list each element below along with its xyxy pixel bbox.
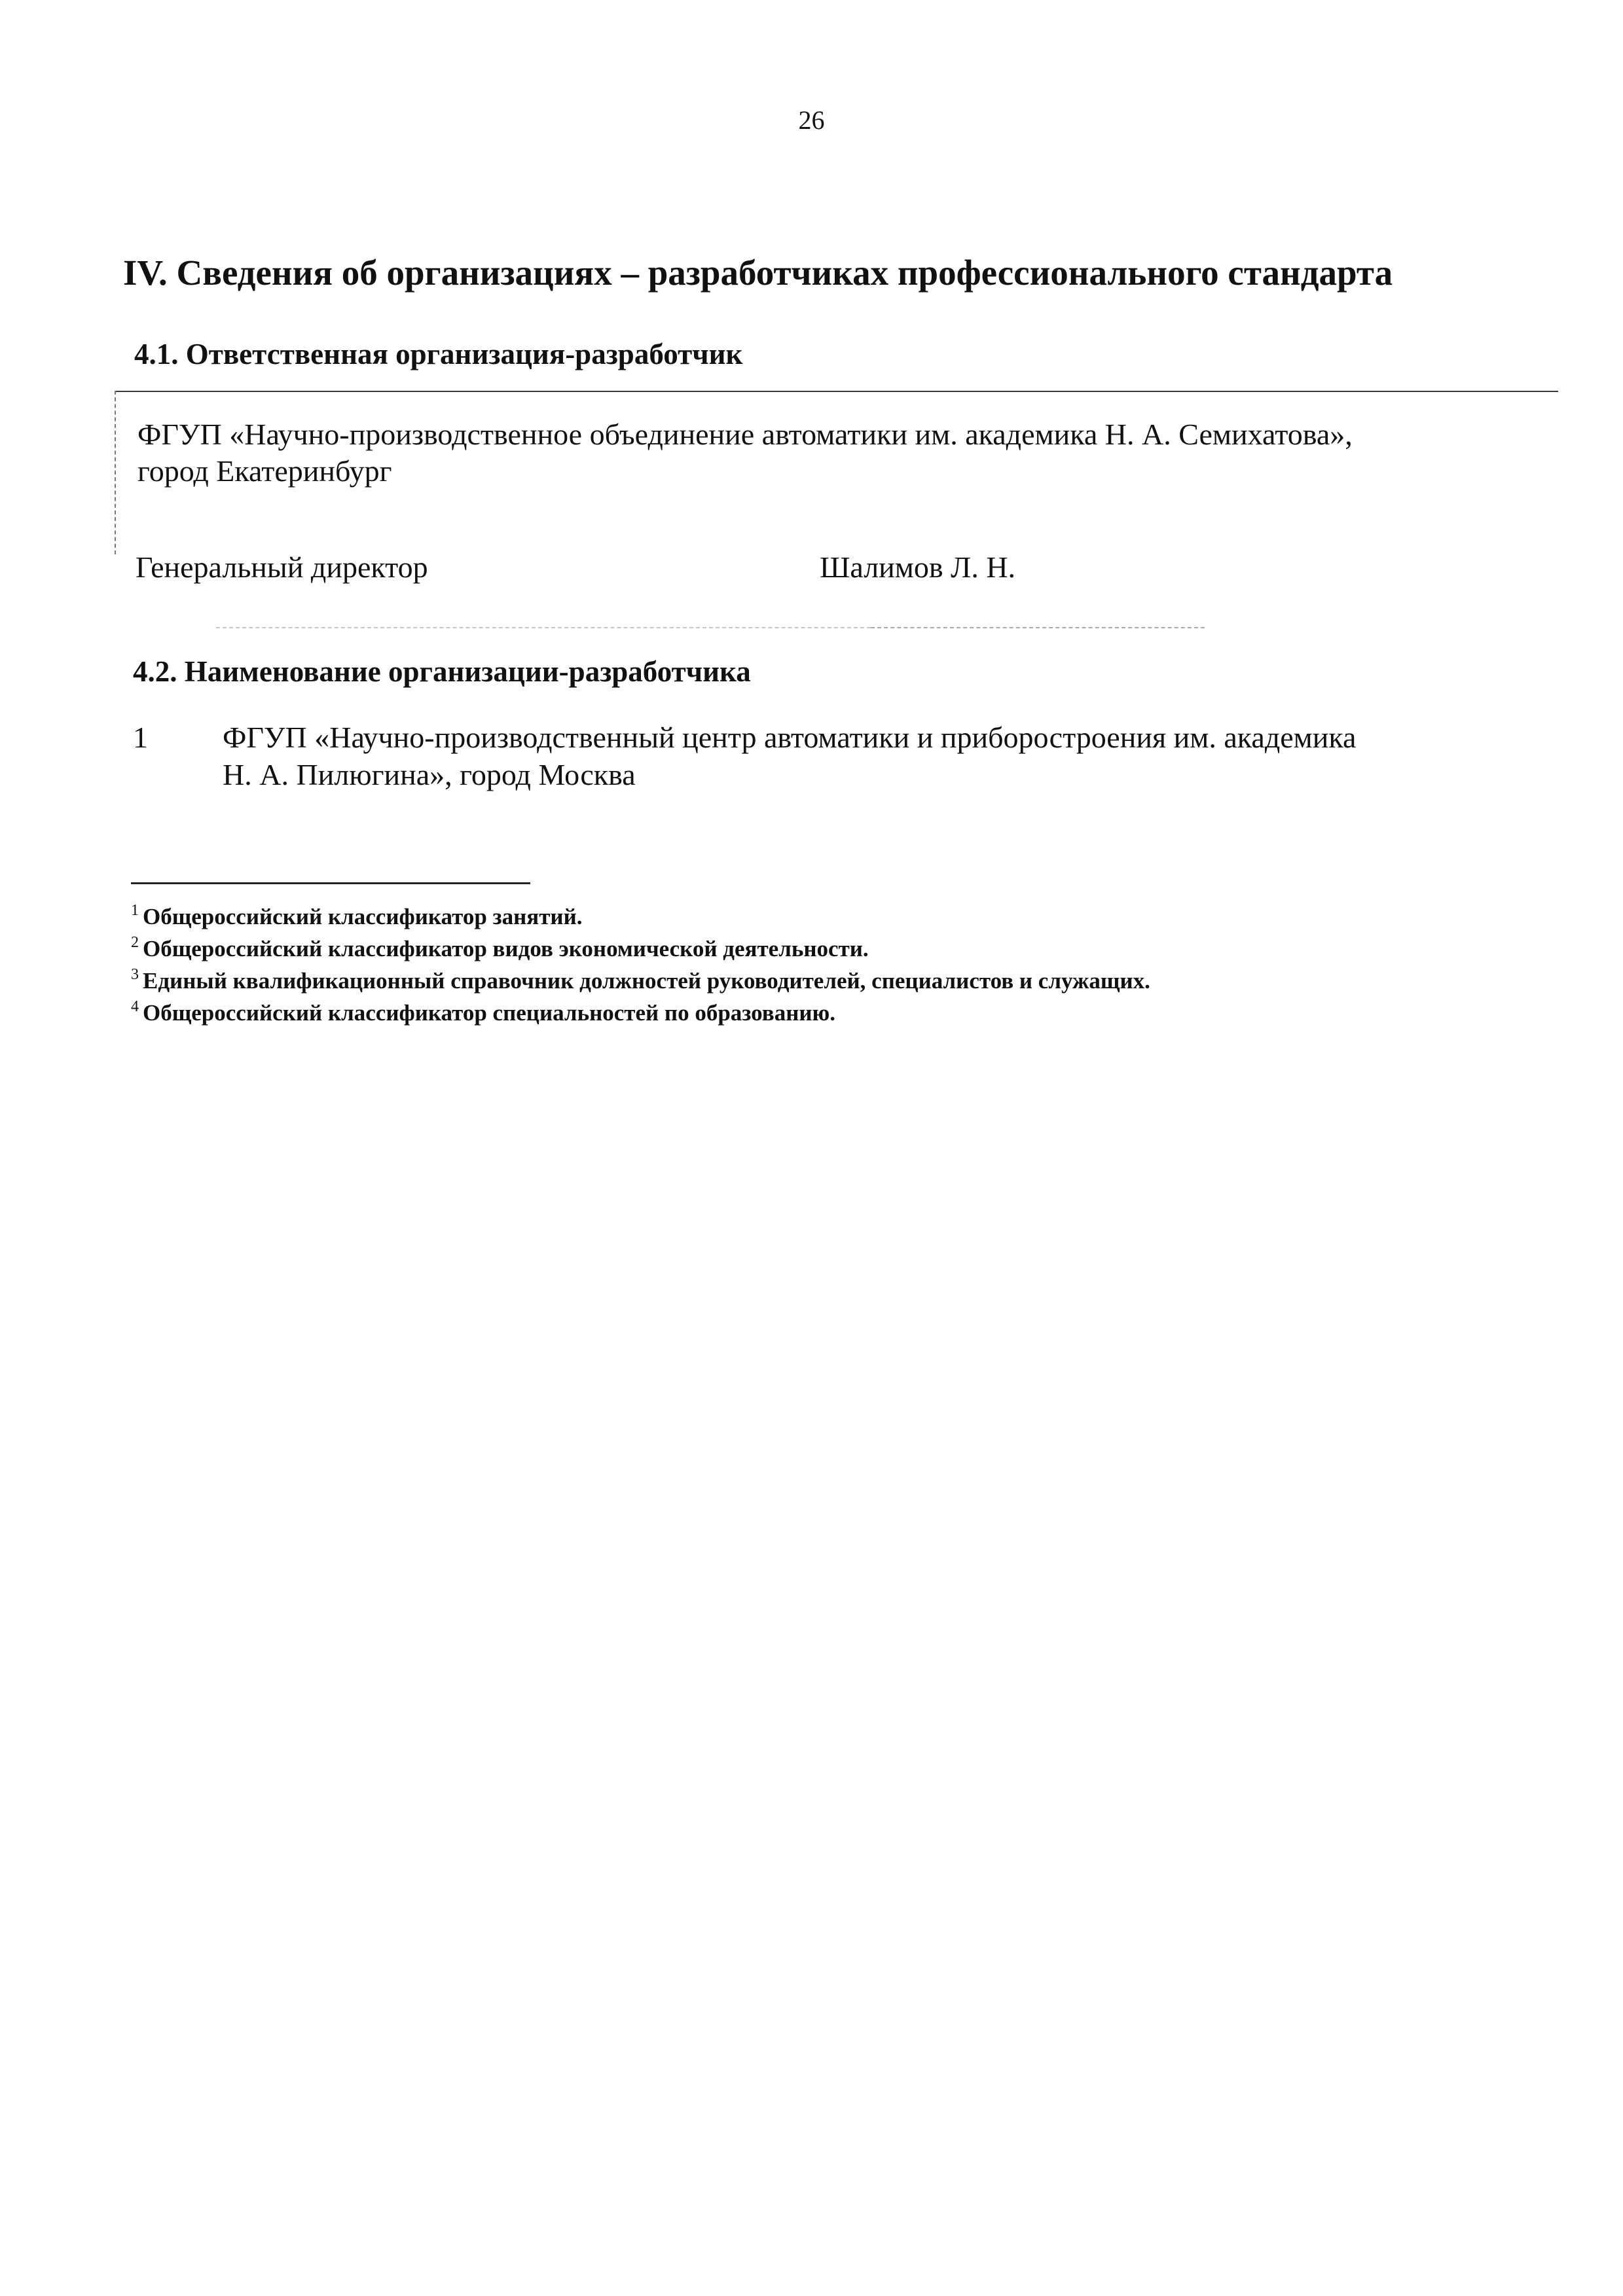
- footnote-text: Единый квалификационный справочник должностей руководителей, специалистов и служащих.: [143, 968, 1150, 994]
- footnote: [131, 902, 583, 930]
- list-item-number: 1: [133, 721, 148, 754]
- footnote-separator: [131, 882, 530, 884]
- footnote-marker: 1: [131, 902, 139, 919]
- footnote-marker: 2: [131, 934, 139, 951]
- developer-organization-name: ФГУП «Научно-производственный центр автоматики и приборостроения им. академика: [223, 721, 1357, 754]
- footnote: [131, 998, 835, 1026]
- footnote-text: Общероссийский классификатор видов экономической деятельности.: [143, 936, 869, 961]
- footnote-text: Общероссийский классификатор специальностей по образованию.: [143, 1000, 836, 1026]
- responsible-organization-city: город Екатеринбург: [137, 454, 392, 488]
- responsible-organization-name: ФГУП «Научно-производственное объединение автоматики им. академика Н. А. Семихатова»,: [137, 418, 1353, 451]
- responsible-developer-box-left-border: [115, 391, 116, 554]
- footnote: [131, 966, 1150, 994]
- footnote-text: Общероссийский классификатор занятий.: [143, 904, 583, 929]
- developer-organizations-heading: 4.2. Наименование организации-разработчика: [133, 655, 751, 688]
- section-heading: IV. Сведения об организациях – разработчиках профессионального стандарта: [123, 253, 1393, 293]
- responsible-developer-box-top-border: [115, 391, 1558, 392]
- footnote-marker: 4: [131, 998, 139, 1015]
- footnote: [131, 934, 869, 962]
- faint-separator-line: [216, 627, 871, 628]
- page-number: 26: [798, 105, 825, 135]
- responsible-developer-heading: 4.1. Ответственная организация-разработчик: [134, 338, 743, 370]
- faint-separator-line: [871, 627, 1205, 628]
- signatory-position: Генеральный директор: [136, 550, 428, 584]
- signatory-name: Шалимов Л. Н.: [820, 550, 1016, 584]
- footnote-marker: 3: [131, 966, 139, 983]
- developer-organization-name-continued: Н. А. Пилюгина», город Москва: [223, 758, 636, 791]
